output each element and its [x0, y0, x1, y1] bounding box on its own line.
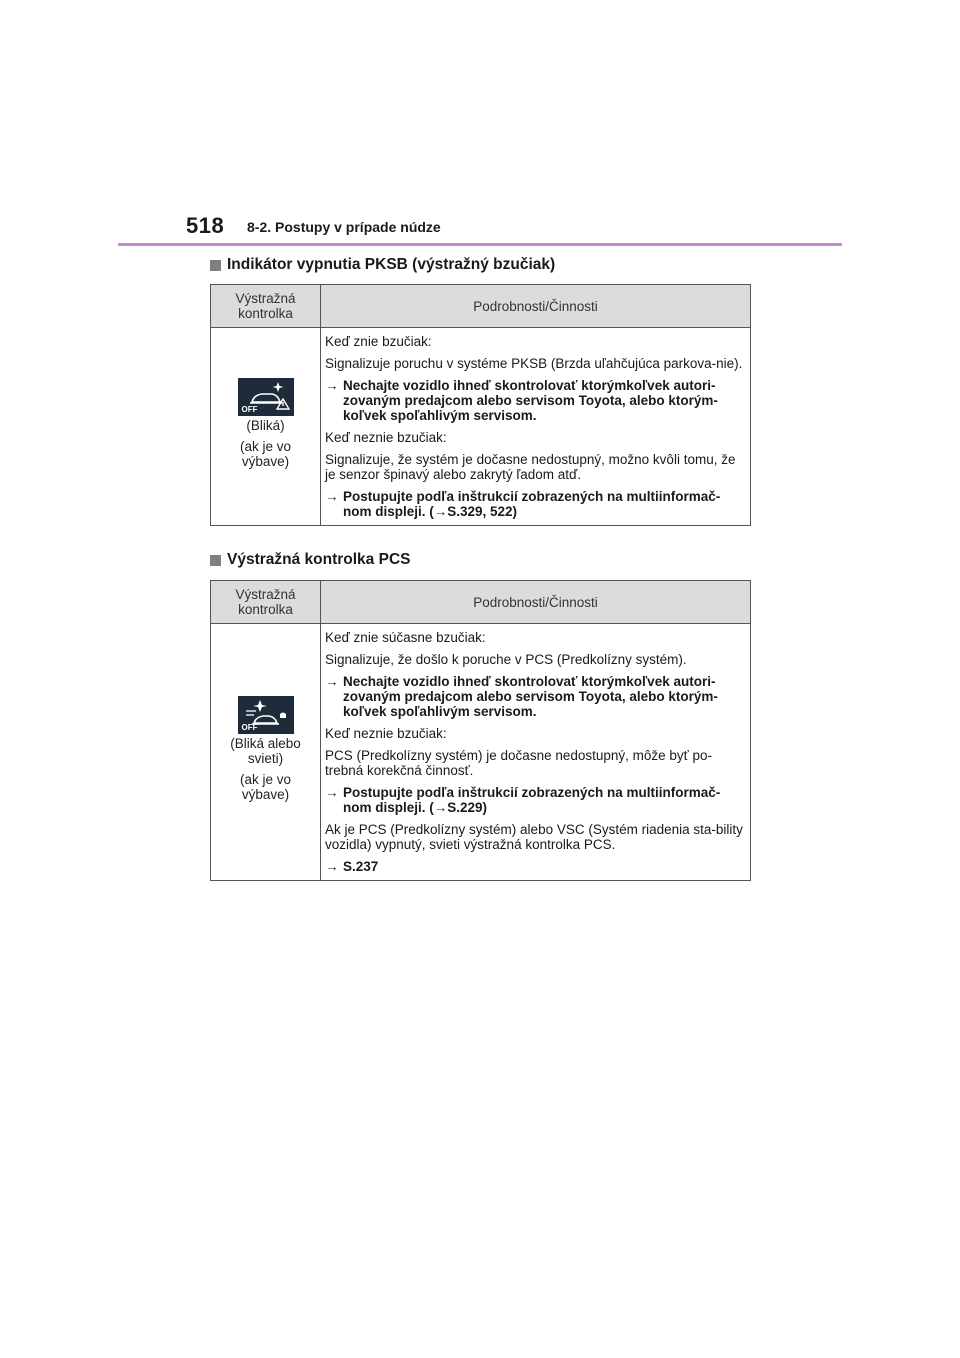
- page-number: 518: [186, 213, 225, 238]
- column-header-details: Podrobnosti/Činnosti: [321, 285, 751, 328]
- table-header-row: [211, 581, 751, 624]
- arrow-right-icon: →: [325, 785, 339, 800]
- detail-text: PCS (Predkolízny systém) je dočasne nedostupný, môže byť po-trebná korekčná činnosť.: [325, 748, 712, 778]
- pcs-table: [210, 580, 751, 881]
- detail-text: Ak je PCS (Predkolízny systém) alebo VSC (Systém riadenia sta-bility vozidla) vypnutý, svieti výstražná kontrolka PCS.: [325, 822, 743, 852]
- table-header-row: [211, 285, 751, 328]
- action-text: Nechajte vozidlo ihneď skontrolovať ktorýmkoľvek autori-zovaným predajcom alebo servisom Toyota, alebo ktorým-koľvek spoľahlivým servisom.: [343, 674, 718, 719]
- section-heading-pcs: [210, 551, 410, 569]
- table-row: [211, 328, 751, 526]
- chapter-title: 8-2. Postupy v prípade núdze: [247, 219, 441, 235]
- section-heading-pksb: [210, 256, 555, 274]
- detail-action: [325, 378, 746, 423]
- table-row: [211, 624, 751, 881]
- action-text: Postupujte podľa inštrukcií zobrazených na multiinformač-nom displeji. (→S.329, 522): [343, 489, 721, 519]
- indicator-caption: (ak je vo výbave): [239, 439, 292, 469]
- arrow-right-icon: →: [325, 489, 339, 504]
- section-heading-text: Indikátor vypnutia PKSB (výstražný bzučiak): [227, 256, 556, 273]
- column-header-details: Podrobnosti/Činnosti: [321, 581, 751, 624]
- indicator-caption: (Bliká alebo svieti): [230, 736, 301, 766]
- detail-action: [325, 859, 746, 874]
- detail-action: [325, 489, 746, 519]
- detail-text: Keď znie súčasne bzučiak:: [325, 630, 486, 645]
- action-text: S.237: [343, 859, 379, 874]
- detail-text: Signalizuje, že systém je dočasne nedostupný, možno kvôli tomu, že je senzor špinavý alebo zakrytý ľadom atď.: [325, 452, 736, 482]
- details-cell: [321, 624, 751, 881]
- detail-action: [325, 785, 746, 815]
- action-text: Nechajte vozidlo ihneď skontrolovať ktorýmkoľvek autori-zovaným predajcom alebo servisom Toyota, alebo ktorým-koľvek spoľahlivým servisom.: [343, 378, 718, 423]
- arrow-right-icon: →: [325, 378, 339, 393]
- indicator-cell: [211, 624, 321, 881]
- bullet-square-icon: [210, 260, 221, 271]
- detail-text: Keď neznie bzučiak:: [325, 726, 447, 741]
- pcs-off-icon: [238, 696, 294, 734]
- indicator-cell: [211, 328, 321, 526]
- detail-text: Signalizuje, že došlo k poruche v PCS (Predkolízny systém).: [325, 652, 687, 667]
- column-header-indicator: Výstražná kontrolka: [211, 581, 321, 624]
- indicator-caption: (Bliká): [246, 418, 285, 433]
- header-rule: [118, 243, 842, 246]
- pksb-table: [210, 284, 751, 526]
- detail-text: Keď neznie bzučiak:: [325, 430, 447, 445]
- section-heading-text: Výstražná kontrolka PCS: [227, 551, 411, 568]
- detail-text: Keď znie bzučiak:: [325, 334, 432, 349]
- details-cell: [321, 328, 751, 526]
- off-label: OFF: [241, 405, 258, 414]
- off-label: OFF: [241, 723, 258, 732]
- bullet-square-icon: [210, 555, 221, 566]
- detail-action: [325, 674, 746, 719]
- action-text: Postupujte podľa inštrukcií zobrazených na multiinformač-nom displeji. (→S.229): [343, 785, 721, 815]
- arrow-right-icon: →: [325, 674, 339, 689]
- pksb-off-icon: [238, 378, 294, 416]
- indicator-caption: (ak je vo výbave): [239, 772, 292, 802]
- column-header-indicator: Výstražná kontrolka: [211, 285, 321, 328]
- detail-text: Signalizuje poruchu v systéme PKSB (Brzda uľahčujúca parkova-nie).: [325, 356, 743, 371]
- arrow-right-icon: →: [325, 859, 339, 874]
